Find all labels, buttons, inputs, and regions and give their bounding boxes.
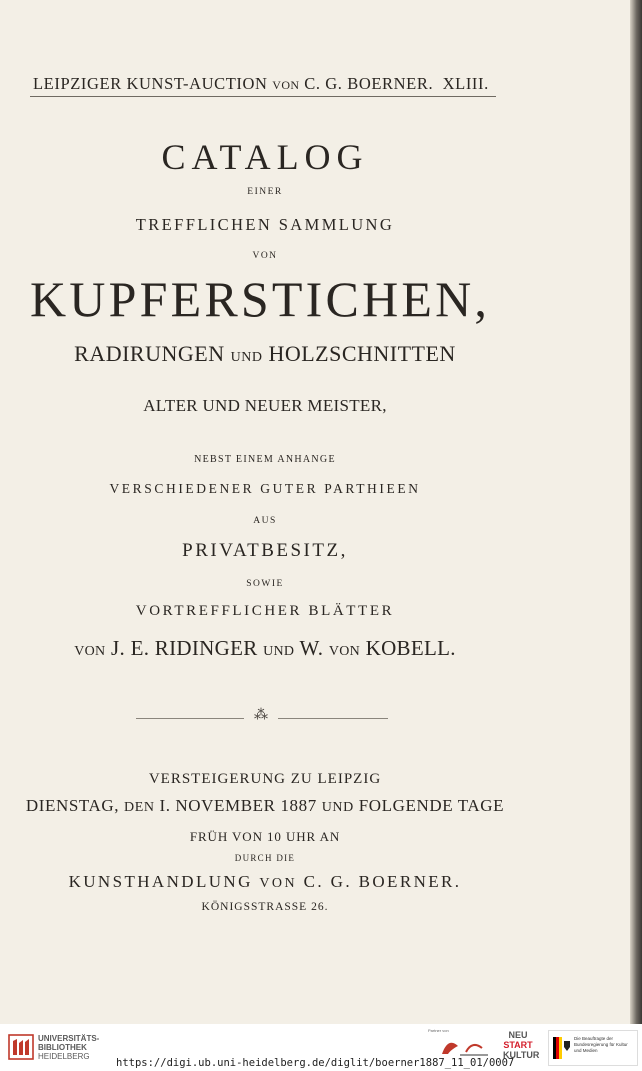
auction-firm-line: [0, 872, 530, 892]
title-verschiedener: VERSCHIEDENER GUTER PARTHIEEN: [109, 481, 421, 496]
title-trefflichen: TREFFLICHEN SAMMLUNG: [135, 215, 395, 234]
title-einer: EINER: [247, 187, 283, 197]
title-catalog: CATALOG: [161, 137, 369, 177]
title-kobell-w: W.: [299, 636, 324, 660]
title-aus: AUS: [253, 516, 277, 526]
neustart-line-3: KULTUR: [503, 1050, 540, 1060]
title-ridinger-von: VON: [74, 644, 106, 659]
partner-logo-icon: [436, 1036, 492, 1058]
running-header: [33, 74, 489, 94]
title-kobell-von: VON: [328, 644, 361, 659]
auction-folgende: FOLGENDE TAGE: [358, 796, 505, 815]
auction-durch: DURCH DIE: [234, 853, 296, 863]
viewer-footer: [0, 1024, 642, 1071]
auction-kunsthandlung: KUNSTHANDLUNG: [68, 872, 253, 891]
neustart-kultur-logo: [503, 1030, 540, 1066]
permalink-url[interactable]: https://digi.ub.uni-heidelberg.de/diglit/boerner1887_11_01/0007: [116, 1057, 515, 1069]
title-kobell: KOBELL.: [365, 636, 456, 660]
federal-eagle-icon: [553, 1037, 571, 1059]
title-vortrefflicher: VORTREFFLICHER BLÄTTER: [135, 603, 395, 619]
title-radirungen: RADIRUNGEN: [74, 341, 225, 366]
title-sowie: SOWIE: [246, 579, 284, 589]
auction-den: DEN: [124, 800, 155, 815]
library-line-1: UNIVERSITÄTS-: [38, 1034, 100, 1043]
header-von: VON: [272, 78, 300, 92]
header-name: C. G. BOERNER.: [304, 74, 434, 93]
title-radirungen-line: [0, 341, 530, 367]
title-nebst: NEBST EINEM ANHANGE: [194, 454, 336, 465]
title-artists-line: [0, 636, 530, 661]
auction-date: I. NOVEMBER 1887: [159, 796, 317, 815]
neustart-line-1: NEU: [508, 1030, 528, 1040]
header-rule: [30, 96, 496, 97]
auction-dienstag: DIENSTAG,: [25, 796, 120, 815]
library-name: [38, 1034, 99, 1061]
auction-von: VON: [259, 876, 297, 891]
page-edge: [630, 0, 642, 1024]
auction-boerner: C. G. BOERNER.: [303, 872, 462, 891]
title-ridinger-und: UND: [263, 644, 295, 659]
title-holzschnitten: HOLZSCHNITTEN: [268, 341, 456, 366]
auction-time: FRÜH VON 10 UHR AN: [189, 829, 341, 844]
partner-label: Partner von: [428, 1028, 449, 1033]
library-line-3: HEIDELBERG: [38, 1052, 90, 1061]
title-ridinger: J. E. RIDINGER: [111, 636, 258, 660]
ornament-rule-left: [136, 718, 244, 719]
ornament-icon: ⁂: [254, 708, 268, 723]
ornament-rule-right: [278, 718, 388, 719]
auction-date-line: [0, 796, 530, 816]
title-kupferstichen: KUPFERSTICHEN,: [30, 271, 491, 327]
bkm-logo: [548, 1030, 638, 1066]
title-von: VON: [252, 251, 278, 261]
header-number: XLIII.: [442, 74, 489, 93]
library-logo-icon[interactable]: [8, 1033, 34, 1061]
title-privatbesitz: PRIVATBESITZ,: [182, 540, 348, 561]
neustart-line-2: START: [503, 1040, 533, 1050]
title-alter: ALTER UND NEUER MEISTER,: [143, 396, 387, 415]
auction-versteigerung: VERSTEIGERUNG ZU LEIPZIG: [148, 771, 382, 787]
title-und: UND: [230, 350, 263, 365]
auction-address: KÖNIGSSTRASSE 26.: [201, 901, 329, 913]
bkm-text: Die Beauftragte der Bundesregierung für Kultur und Medien: [574, 1036, 628, 1053]
auction-und: UND: [321, 800, 354, 815]
header-main: LEIPZIGER KUNST-AUCTION: [33, 74, 268, 93]
library-line-2: BIBLIOTHEK: [38, 1043, 87, 1052]
